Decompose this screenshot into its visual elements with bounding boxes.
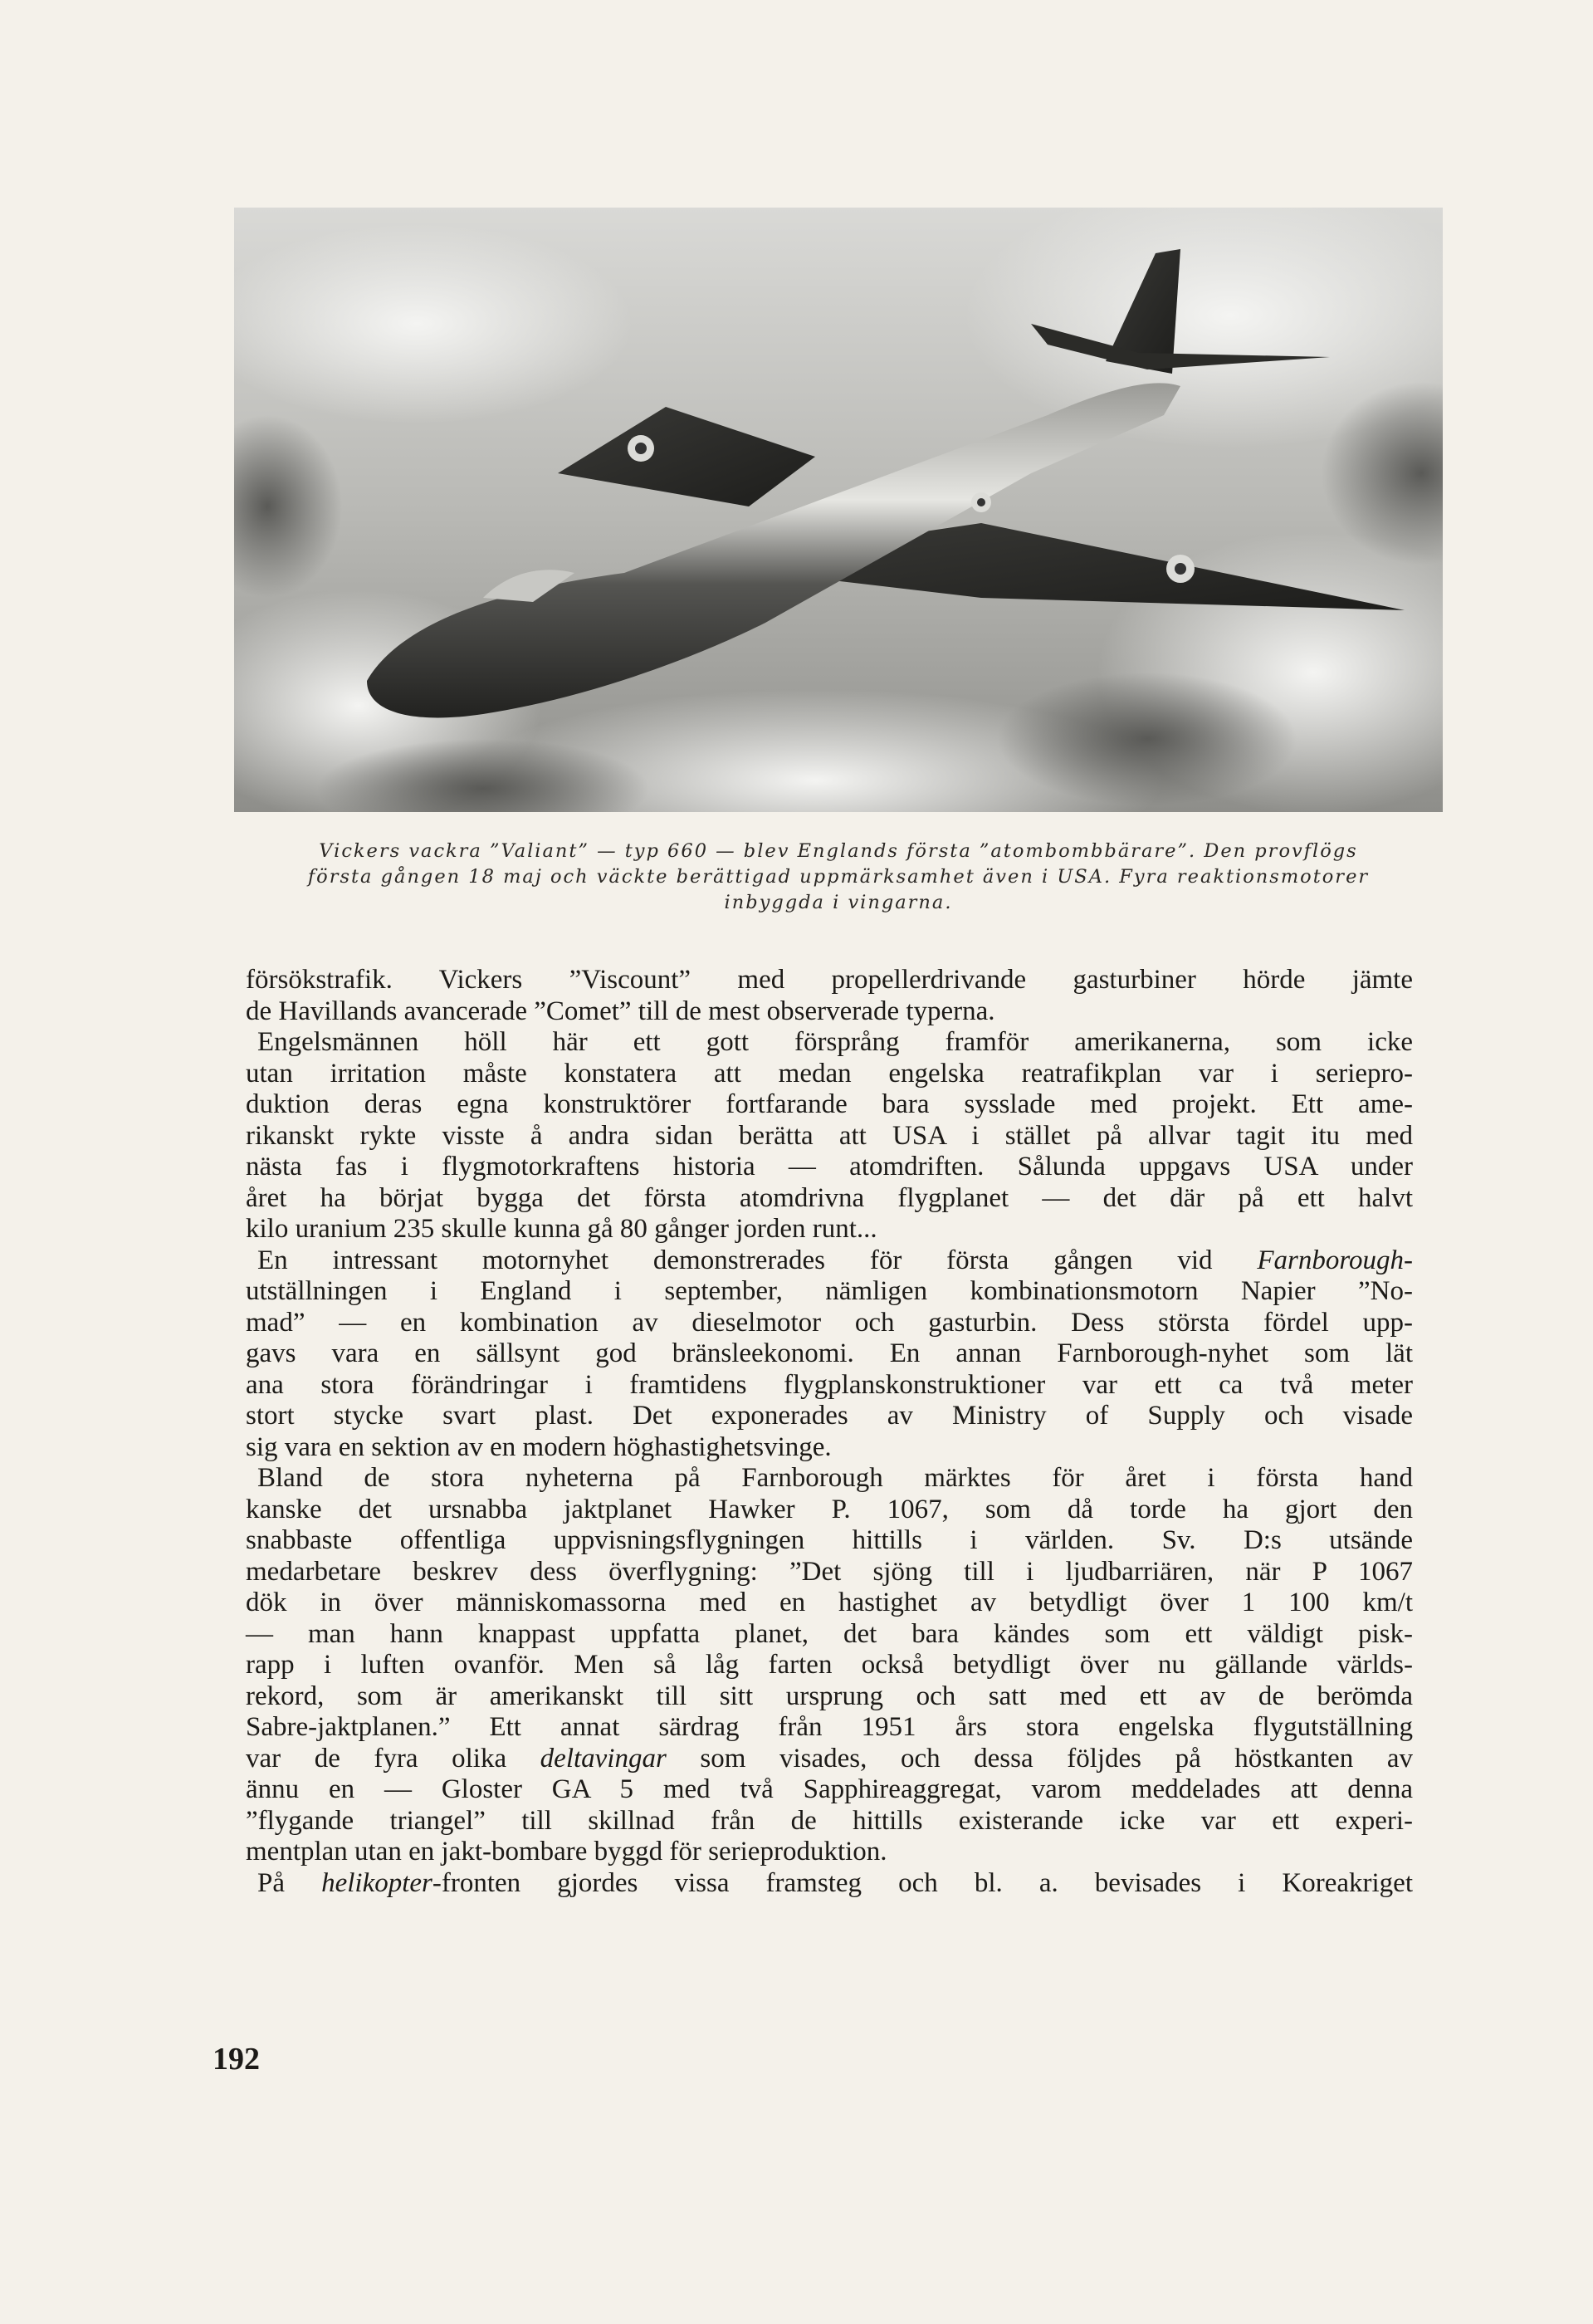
text-line: mentplan utan en jakt-bombare byggd för serieproduktion.: [246, 1837, 887, 1867]
text-line: stort stycke svart plast. Det exponerades av Ministry of Supply och visade: [246, 1401, 1413, 1431]
text-line: försökstrafik. Vickers ”Viscount” med propellerdrivande gasturbiner hörde jämte: [246, 965, 1413, 995]
text-line: Engelsmännen höll här ett gott försprång framför amerikanerna, som icke: [257, 1027, 1413, 1057]
text-line: Bland de stora nyheterna på Farnborough märktes för året i första hand: [257, 1463, 1413, 1493]
text-line: ännu en — Gloster GA 5 med två Sapphireaggregat, varom meddelades att denna: [246, 1774, 1413, 1804]
italic-term: helikopter: [321, 1867, 432, 1898]
text-line: mad” — en kombination av dieselmotor och gasturbin. Dess största fördel upp-: [246, 1307, 1413, 1338]
caption-line: Vickers vackra ”Valiant” — typ 660 — blev Englands första ”atombombbärare”. Den provflögs: [319, 840, 1358, 862]
text-segment: En intressant motornyhet demonstrerades för första gången vid: [257, 1245, 1258, 1275]
text-line: duktion deras egna konstruktörer fortfarande bara sysslade med projekt. Ett ame-: [246, 1089, 1413, 1119]
text-line: utställningen i England i september, nämligen kombinationsmotorn Napier ”No-: [246, 1276, 1413, 1306]
text-line: kilo uranium 235 skulle kunna gå 80 gånger jorden runt...: [246, 1214, 877, 1244]
text-segment: var de fyra olika: [246, 1743, 540, 1774]
text-line: [246, 1744, 1413, 1775]
italic-term: Farnborough-: [1257, 1245, 1413, 1275]
text-line: sig vara en sektion av en modern höghastighetsvinge.: [246, 1431, 832, 1462]
text-line: medarbetare beskrev dess överflygning: ”Det sjöng till i ljudbarriären, när P 1067: [246, 1556, 1413, 1587]
text-segment: som visades, och dessa följdes på höstkanten av: [666, 1743, 1413, 1774]
caption-line: inbyggda i vingarna.: [724, 892, 953, 913]
text-segment: På: [257, 1867, 322, 1898]
text-line: de Havillands avancerade ”Comet” till de mest observerade typerna.: [246, 996, 995, 1026]
aircraft-photo: [234, 208, 1443, 812]
caption-line: första gången 18 maj och väckte berättigad uppmärksamhet även i USA. Fyra reaktionsmotorer: [307, 866, 1370, 888]
text-line: ”flygande triangel” till skillnad från de hittills existerande icke var ett experi-: [246, 1805, 1413, 1836]
text-line: nästa fas i flygmotorkraftens historia — atomdriften. Sålunda uppgavs USA under: [246, 1152, 1413, 1182]
text-line: kanske det ursnabba jaktplanet Hawker P. 1067, som då torde ha gjort den: [246, 1494, 1413, 1524]
text-line: Sabre-jaktplanen.” Ett annat särdrag från 1951 års stora engelska flygutställning: [246, 1712, 1413, 1742]
text-line: gavs vara en sällsynt god bränsleekonomi. En annan Farnborough-nyhet som lät: [246, 1338, 1413, 1368]
text-line: rikanskt rykte visste å andra sidan berätta att USA i stället på allvar tagit itu med: [246, 1120, 1413, 1151]
body-text: [246, 965, 1413, 1899]
italic-term: deltavingar: [540, 1743, 667, 1774]
photo-caption: [234, 839, 1443, 916]
text-line: [246, 1245, 1413, 1277]
text-line: rekord, som är amerikanskt till sitt ursprung och satt med ett av de berömda: [246, 1681, 1413, 1711]
text-line: [246, 1868, 1413, 1900]
text-line: året ha börjat bygga det första atomdrivna flygplanet — det där på ett halvt: [246, 1182, 1413, 1213]
text-line: — man hann knappast uppfatta planet, det bara kändes som ett väldigt pisk-: [246, 1618, 1413, 1649]
text-line: snabbaste offentliga uppvisningsflygningen hittills i världen. Sv. D:s utsände: [246, 1525, 1413, 1555]
text-line: dök in över människomassorna med en hastighet av betydligt över 1 100 km/t: [246, 1588, 1413, 1617]
airplane-illustration: [234, 208, 1443, 812]
text-line: utan irritation måste konstatera att medan engelska reatrafikplan var i seriepro-: [246, 1058, 1413, 1089]
text-line: ana stora förändringar i framtidens flygplanskonstruktioner var ett ca två meter: [246, 1369, 1413, 1400]
text-segment: -fronten gjordes vissa framsteg och bl. a. bevisades i Koreakriget: [432, 1867, 1414, 1898]
page-number: 192: [213, 2042, 260, 2077]
text-line: rapp i luften ovanför. Men så låg farten också betydligt över nu gällande världs-: [246, 1650, 1413, 1680]
